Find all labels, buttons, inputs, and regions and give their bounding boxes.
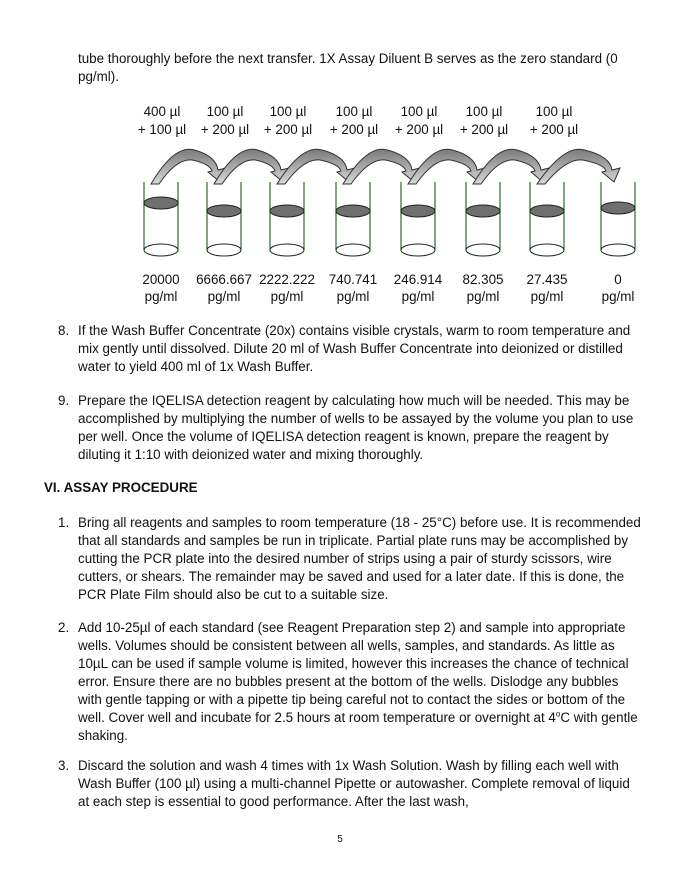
section-heading: VI. ASSAY PROCEDURE [44,480,198,495]
standard-concentration: 0 pg/ml [601,272,635,304]
standard-concentration: 740.741 pg/ml [328,272,378,304]
standard-concentration: 6666.667 pg/ml [196,272,252,304]
document-page: tube thoroughly before the next transfer. 1X Assay Diluent B serves as the zero standard (0 pg/ml). 400 µl + 100 µl 100 µl + 200 µl 100 µl + 200 µl 100 µl + 200 µl 100 µl + 200 µl 100 µl + 200 µl 100 µl + 200 µl 20000 pg/ml 6666.667 pg/ml 2222.222 pg/ml 740.741 pg/ml 246.914 pg/ml 82.305 pg/ml 27.435 pg/ml 0 pg/ml 8. If the Wash Buffer Concentrate (20x) contains visible crystals, warm to room temperature and mix gently until dissolved. Dilute 20 ml of Wash Buffer Concentrate into deionized or distilled water to yield 400 ml of 1x Wash Buffer. 9. Prepare the IQELISA detection reagent by calculating how much will be needed. This may be accomplished by multiplying the number of wells to be assayed by the volume you plan to use per well. Once the volume of IQELISA detection reagent is known, prepare the reagent by diluting it 1:10 with deionized water and mixing thoroughly. VI. ASSAY PROCEDURE 1. Bring all reagents and samples to room temperature (18 - 25°C) before use. It is recommended that all standards and samples be run in triplicate. Partial plate runs may be accomplished by cutting the PCR plate into the desired number of strips using a pair of sturdy scissors, wire cutters, or shears. The remainder may be saved and used for a later date. If this is done, the PCR Plate Film should also be cut to a suitable size. 2. Add 10-25µl of each standard (see Reagent Preparation step 2) and sample into appropriate wells. Volumes should be consistent between all wells, samples, and standards. As little as 10µL can be used if sample volume is limited, however this increases the chance of technical error. Ensure there are no bubbles present at the bottom of the wells. Dislodge any bubbles with gentle tapping or with a pipette tip being careful not to contact the sides or bottom of the well. Cover well and incubate for 2.5 hours at room temperature or overnight at 4$^o$C with gentle shaking. 3. Discard the solution and wash 4 times with 1x Wash Solution. Wash by filling each well with Wash Buffer (100 µl) using a multi-channel Pipette or autowasher. Complete removal of liquid at each step is essential to good performance. After the last wash, 5 [0,0,680,880]
transfer-arrow-icon [473,149,549,184]
transfer-label: 100 µl + 200 µl [329,104,379,137]
step-2-text: Add 10-25µl of each standard (see Reagent Preparation step 2) and sample into appropriate wells. Volumes should be consistent between all wells, samples, and standards. As little as 10µL can be used if sample volume is limited, however this increases the chance of technical error. Ensure there are no bubbles present at the bottom of the wells. Dislodge any bubbles with gentle tapping or with a pipette tip being careful not to contact the sides or bottom of the well. Cover well and incubate for 2.5 hours at room temperature or overnight at 4$^o$C with gentle shaking. [78,620,638,743]
transfer-arrow-icon [277,149,355,184]
tube-icon [144,182,178,256]
tube-icon [466,182,500,256]
transfer-label: 100 µl + 200 µl [200,104,250,137]
standard-concentration: 82.305 pg/ml [462,272,504,304]
transfer-arrow-icon [537,149,620,184]
tube-icon [530,182,564,256]
standard-concentration: 20000 pg/ml [142,272,180,304]
standard-concentration: 246.914 pg/ml [393,272,443,304]
tube-icon [336,182,370,256]
transfer-label: 100 µl + 200 µl [263,104,313,137]
serial-dilution-diagram [0,100,680,310]
standard-concentration: 2222.222 pg/ml [259,272,315,304]
transfer-arrow-icon [151,149,226,184]
page-number: 5 [337,834,343,845]
transfer-label: 100 µl + 200 µl [529,104,579,137]
tube-icon [601,182,635,256]
transfer-arrow-icon [343,149,420,184]
intro-paragraph: tube thoroughly before the next transfer. 1X Assay Diluent B serves as the zero standard (0 pg/ml). [78,51,618,84]
standard-concentration: 27.435 pg/ml [526,272,568,304]
tube-icon [270,182,304,256]
tube-icon [207,182,241,256]
transfer-arrow-icon [408,149,485,184]
tube-icon [401,182,435,256]
transfer-arrow-icon [214,149,289,184]
transfer-label: 100 µl + 200 µl [459,104,509,137]
transfer-label: 400 µl + 100 µl [137,104,187,137]
transfer-label: 100 µl + 200 µl [394,104,444,137]
